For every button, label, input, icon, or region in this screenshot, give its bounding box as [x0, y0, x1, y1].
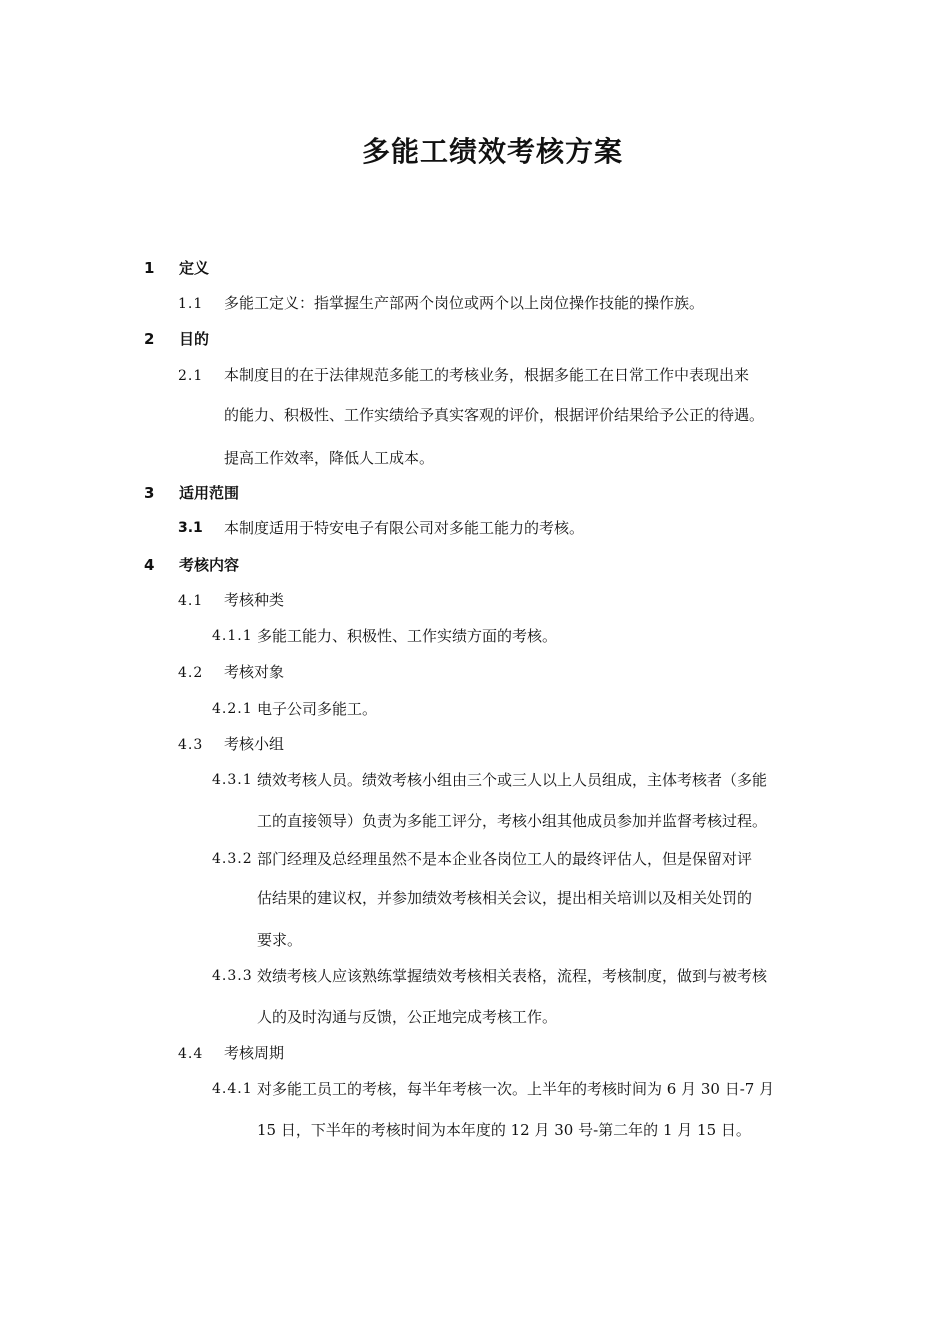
item-4-3-2-line-1: 部门经理及总经理虽然不是本企业各岗位工人的最终评估人，但是保留对评 — [257, 850, 753, 868]
section-1-heading: 定义 — [179, 259, 210, 277]
item-4-3-1-line-1: 绩效考核人员。绩效考核小组由三个或三人以上人员组成，主体考核者（多能 — [257, 771, 768, 789]
section-1-number: 1 — [144, 259, 155, 277]
item-4-4-number: 4.4 — [178, 1046, 204, 1062]
item-4-1-1-text: 多能工能力、积极性、工作实绩方面的考核。 — [257, 627, 558, 645]
item-4-4-1-line-1: 对多能工员工的考核，每半年考核一次。上半年的考核时间为 6 月 30 日-7 月 — [257, 1080, 775, 1098]
item-2-1-number: 2.1 — [178, 368, 204, 384]
item-4-1-number: 4.1 — [178, 593, 204, 609]
item-4-3-3-line-1: 效绩考核人应该熟练掌握绩效考核相关表格，流程，考核制度，做到与被考核 — [257, 967, 768, 985]
item-2-1-line-3: 提高工作效率，降低人工成本。 — [224, 449, 435, 467]
item-2-1-line-1: 本制度目的在于法律规范多能工的考核业务，根据多能工在日常工作中表现出来 — [224, 366, 750, 384]
section-4-heading: 考核内容 — [179, 556, 240, 574]
item-1-1-number: 1.1 — [178, 296, 204, 312]
document-title: 多能工绩效考核方案 — [361, 135, 623, 168]
section-2-heading: 目的 — [179, 330, 210, 348]
item-4-3-1-number: 4.3.1 — [212, 772, 253, 788]
item-4-2-heading: 考核对象 — [224, 663, 285, 681]
item-4-3-3-line-2: 人的及时沟通与反馈，公正地完成考核工作。 — [257, 1008, 558, 1026]
item-4-2-1-number: 4.2.1 — [212, 701, 253, 717]
item-4-4-1-number: 4.4.1 — [212, 1081, 253, 1097]
item-4-1-1-number: 4.1.1 — [212, 628, 253, 644]
item-3-1-text: 本制度适用于特安电子有限公司对多能工能力的考核。 — [224, 519, 585, 537]
section-3-number: 3 — [144, 484, 155, 502]
item-4-1-heading: 考核种类 — [224, 591, 285, 609]
section-3-heading: 适用范围 — [179, 484, 240, 502]
item-4-2-number: 4.2 — [178, 665, 204, 681]
item-4-4-heading: 考核周期 — [224, 1044, 285, 1062]
item-4-3-2-line-2: 估结果的建议权，并参加绩效考核相关会议，提出相关培训以及相关处罚的 — [257, 889, 753, 907]
item-4-3-3-number: 4.3.3 — [212, 968, 253, 984]
item-2-1-line-2: 的能力、积极性、工作实绩给予真实客观的评价，根据评价结果给予公正的待遇。 — [224, 406, 765, 424]
section-4-number: 4 — [144, 556, 155, 574]
item-4-3-number: 4.3 — [178, 737, 204, 753]
item-4-3-heading: 考核小组 — [224, 735, 285, 753]
item-4-3-2-line-3: 要求。 — [257, 931, 303, 949]
section-2-number: 2 — [144, 330, 155, 348]
item-4-3-1-line-2: 工的直接领导）负责为多能工评分，考核小组其他成员参加并监督考核过程。 — [257, 812, 768, 830]
item-3-1-number: 3.1 — [178, 520, 203, 536]
item-4-2-1-text: 电子公司多能工。 — [257, 700, 378, 718]
item-4-4-1-line-2: 15 日，下半年的考核时间为本年度的 12 月 30 号-第二年的 1 月 15 日。 — [257, 1121, 751, 1139]
item-1-1-text: 多能工定义：指掌握生产部两个岗位或两个以上岗位操作技能的操作族。 — [224, 294, 705, 312]
item-4-3-2-number: 4.3.2 — [212, 851, 253, 867]
